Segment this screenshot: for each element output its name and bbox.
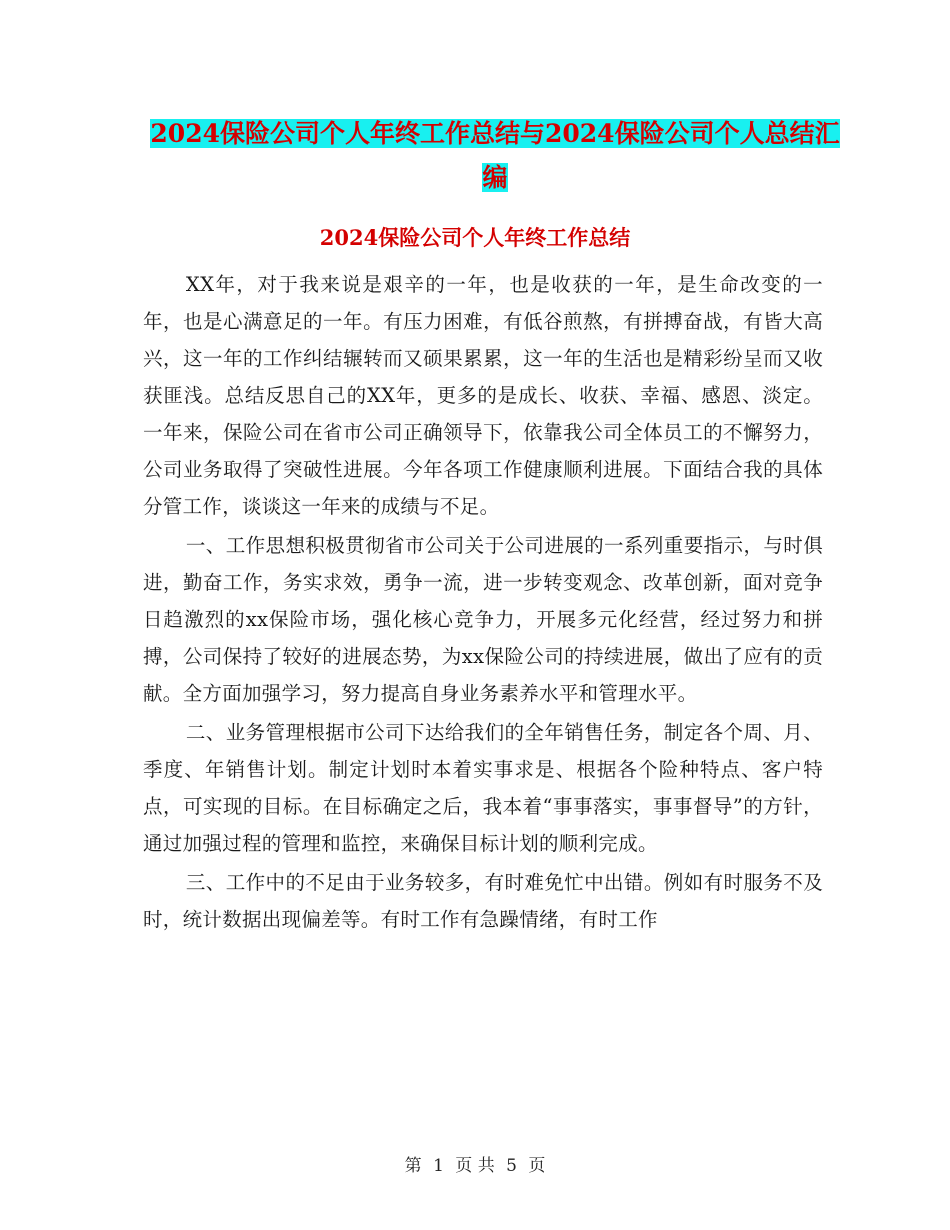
paragraph-work-thinking: 一、工作思想积极贯彻省市公司关于公司进展的一系列重要指示，与时俱进，勤奋工作，务实求效，勇争一流，进一步转变观念、改革创新，面对竞争日趋激烈的xx保险市场，强化核心竞争力，开展多元化经营，经过努力和拼搏，公司保持了较好的进展态势，为xx保险公司的持续进展，做出了应有的贡献。全方面加强学习，努力提高自身业务素养水平和管理水平。 (143, 534, 823, 705)
footer-middle: 页 共 (455, 1156, 495, 1176)
paragraph-intro: XX年，对于我来说是艰辛的一年，也是收获的一年，是生命改变的一年，也是心满意足的一年。有压力困难，有低谷煎熬，有拼搏奋战，有皆大高兴，这一年的工作纠结辗转而又硕果累累，这一年的生活也是精彩纷呈而又收获匪浅。总结反思自己的XX年，更多的是成长、收获、幸福、感恩、淡定。一年来，保险公司在省市公司正确领导下，依靠我公司全体员工的不懈努力，公司业务取得了突破性进展。今年各项工作健康顺利进展。下面结合我的具体分管工作，谈谈这一年来的成绩与不足。 (143, 273, 823, 518)
footer-prefix: 第 (404, 1156, 422, 1176)
paragraph-business-management: 二、业务管理根据市公司下达给我们的全年销售任务，制定各个周、月、季度、年销售计划。制定计划时本着实事求是、根据各个险种特点、客户特点，可实现的目标。在目标确定之后，我本着“事事落实，事事督导”的方针，通过加强过程的管理和监控，来确保目标计划的顺利完成。 (143, 721, 823, 855)
footer-total-pages: 5 (506, 1156, 517, 1176)
document-title (140, 112, 850, 200)
section-title: 2024保险公司个人年终工作总结 (319, 225, 631, 250)
footer-suffix: 页 (528, 1156, 546, 1176)
paragraph-shortcomings: 三、工作中的不足由于业务较多，有时难免忙中出错。例如有时服务不及时，统计数据出现偏差等。有时工作有急躁情绪，有时工作 (143, 871, 823, 931)
document-title-text: 2024保险公司个人年终工作总结与2024保险公司个人总结汇编 (150, 119, 840, 192)
page-footer (0, 1154, 950, 1178)
footer-page-number: 1 (433, 1156, 444, 1176)
document-body (143, 266, 823, 940)
